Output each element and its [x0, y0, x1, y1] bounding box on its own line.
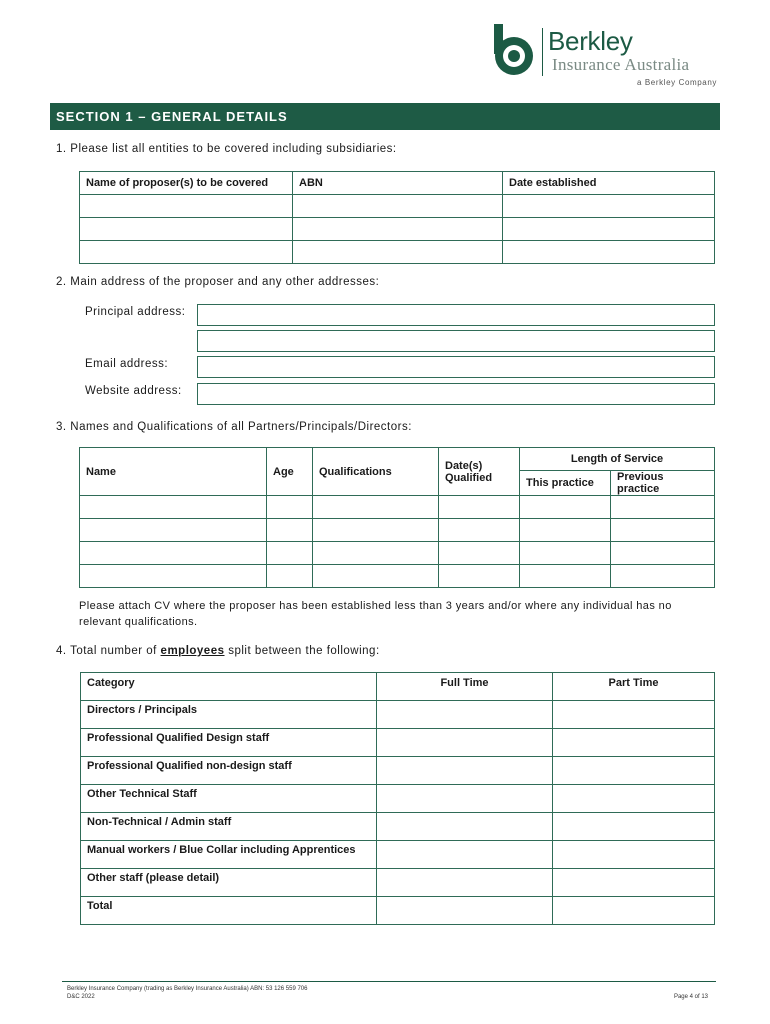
part-time-cell[interactable]: [553, 869, 715, 897]
principal-address-label: Principal address:: [85, 306, 186, 318]
table-cell[interactable]: [80, 565, 267, 588]
question-1: 1. Please list all entities to be covered including subsidiaries:: [56, 143, 397, 155]
col-qualifications: Qualifications: [313, 448, 439, 496]
footer-company: Berkley Insurance Company (trading as Berkley Insurance Australia) ABN: 53 126 559 706: [67, 986, 308, 992]
table-row: [80, 496, 715, 519]
section-title: SECTION 1 – GENERAL DETAILS: [50, 103, 720, 130]
part-time-cell[interactable]: [553, 813, 715, 841]
table-row: [81, 813, 715, 841]
col-full-time: Full Time: [377, 673, 553, 701]
table-cell[interactable]: [293, 218, 503, 241]
question-4-suffix: split between the following:: [224, 645, 380, 657]
table-cell[interactable]: [611, 496, 715, 519]
email-address-field[interactable]: [197, 356, 715, 378]
table-cell[interactable]: [439, 565, 520, 588]
table-row: [80, 241, 715, 264]
col-this-practice: This practice: [520, 471, 611, 496]
website-address-field[interactable]: [197, 383, 715, 405]
table-row: [80, 542, 715, 565]
col-age: Age: [267, 448, 313, 496]
category-label: Total: [81, 897, 377, 925]
table-cell[interactable]: [503, 241, 715, 264]
col-part-time: Part Time: [553, 673, 715, 701]
entities-table: [79, 171, 715, 264]
full-time-cell[interactable]: [377, 897, 553, 925]
category-label: Manual workers / Blue Collar including Apprentices: [81, 841, 377, 869]
table-cell[interactable]: [520, 565, 611, 588]
category-label: Directors / Principals: [81, 701, 377, 729]
question-4-prefix: 4. Total number of: [56, 645, 161, 657]
category-label: Non-Technical / Admin staff: [81, 813, 377, 841]
table-cell[interactable]: [80, 542, 267, 565]
employees-table: [80, 672, 715, 925]
table-cell[interactable]: [313, 565, 439, 588]
footer-divider: [62, 981, 716, 982]
col-proposer-name: Name of proposer(s) to be covered: [80, 172, 293, 195]
table-row: [81, 897, 715, 925]
table-cell[interactable]: [503, 218, 715, 241]
table-cell[interactable]: [503, 195, 715, 218]
full-time-cell[interactable]: [377, 785, 553, 813]
table-row: [81, 701, 715, 729]
col-dates-qualified: Date(s) Qualified: [439, 448, 520, 496]
col-previous-practice: Previous practice: [611, 471, 715, 496]
category-label: Professional Qualified non-design staff: [81, 757, 377, 785]
website-address-label: Website address:: [85, 385, 182, 397]
table-cell[interactable]: [313, 496, 439, 519]
table-cell[interactable]: [313, 519, 439, 542]
part-time-cell[interactable]: [553, 701, 715, 729]
berkley-logo: [492, 22, 722, 88]
table-cell[interactable]: [267, 565, 313, 588]
table-cell[interactable]: [80, 519, 267, 542]
part-time-cell[interactable]: [553, 757, 715, 785]
table-row: [81, 729, 715, 757]
table-cell[interactable]: [80, 496, 267, 519]
table-cell[interactable]: [267, 496, 313, 519]
table-cell[interactable]: [439, 542, 520, 565]
email-address-label: Email address:: [85, 358, 169, 370]
logo-tagline: a Berkley Company: [637, 78, 718, 87]
table-cell[interactable]: [80, 241, 293, 264]
col-category: Category: [81, 673, 377, 701]
full-time-cell[interactable]: [377, 869, 553, 897]
table-cell[interactable]: [80, 195, 293, 218]
logo-divider: [542, 28, 543, 76]
full-time-cell[interactable]: [377, 841, 553, 869]
part-time-cell[interactable]: [553, 785, 715, 813]
principal-address-field-1[interactable]: [197, 304, 715, 326]
table-cell[interactable]: [293, 195, 503, 218]
table-cell[interactable]: [611, 519, 715, 542]
cv-note: Please attach CV where the proposer has been established less than 3 years and/or where any individual has no relevant qualifications.: [79, 600, 672, 628]
table-row: [81, 757, 715, 785]
table-cell[interactable]: [267, 519, 313, 542]
category-label: Professional Qualified Design staff: [81, 729, 377, 757]
category-label: Other staff (please detail): [81, 869, 377, 897]
table-row: [81, 841, 715, 869]
berkley-b-icon: [492, 24, 536, 78]
part-time-cell[interactable]: [553, 897, 715, 925]
logo-subtitle: Insurance Australia: [552, 55, 690, 74]
table-cell[interactable]: [611, 565, 715, 588]
table-cell[interactable]: [520, 519, 611, 542]
full-time-cell[interactable]: [377, 729, 553, 757]
full-time-cell[interactable]: [377, 813, 553, 841]
full-time-cell[interactable]: [377, 757, 553, 785]
table-row: [80, 218, 715, 241]
table-cell[interactable]: [439, 519, 520, 542]
principal-address-field-2[interactable]: [197, 330, 715, 352]
col-name: Name: [80, 448, 267, 496]
question-4: [56, 645, 380, 657]
table-row: [81, 869, 715, 897]
partners-table: [79, 447, 715, 588]
question-2: 2. Main address of the proposer and any other addresses:: [56, 276, 380, 288]
col-length-of-service: Length of Service: [520, 448, 715, 471]
footer-code: D&C 2022: [67, 994, 95, 1000]
table-row: [80, 195, 715, 218]
table-row: [81, 785, 715, 813]
table-cell[interactable]: [611, 542, 715, 565]
table-cell[interactable]: [313, 542, 439, 565]
table-cell[interactable]: [520, 496, 611, 519]
category-label: Other Technical Staff: [81, 785, 377, 813]
table-row: [80, 519, 715, 542]
table-cell[interactable]: [520, 542, 611, 565]
col-abn: ABN: [293, 172, 503, 195]
question-3: 3. Names and Qualifications of all Partners/Principals/Directors:: [56, 421, 412, 433]
footer-page-number: Page 4 of 13: [673, 994, 708, 1000]
logo-name: Berkley: [548, 26, 633, 56]
table-row: [80, 565, 715, 588]
col-date-established: Date established: [503, 172, 715, 195]
table-cell[interactable]: [293, 241, 503, 264]
table-cell[interactable]: [80, 218, 293, 241]
table-cell[interactable]: [439, 496, 520, 519]
part-time-cell[interactable]: [553, 841, 715, 869]
employees-emphasis: employees: [160, 645, 225, 657]
table-cell[interactable]: [267, 542, 313, 565]
full-time-cell[interactable]: [377, 701, 553, 729]
part-time-cell[interactable]: [553, 729, 715, 757]
